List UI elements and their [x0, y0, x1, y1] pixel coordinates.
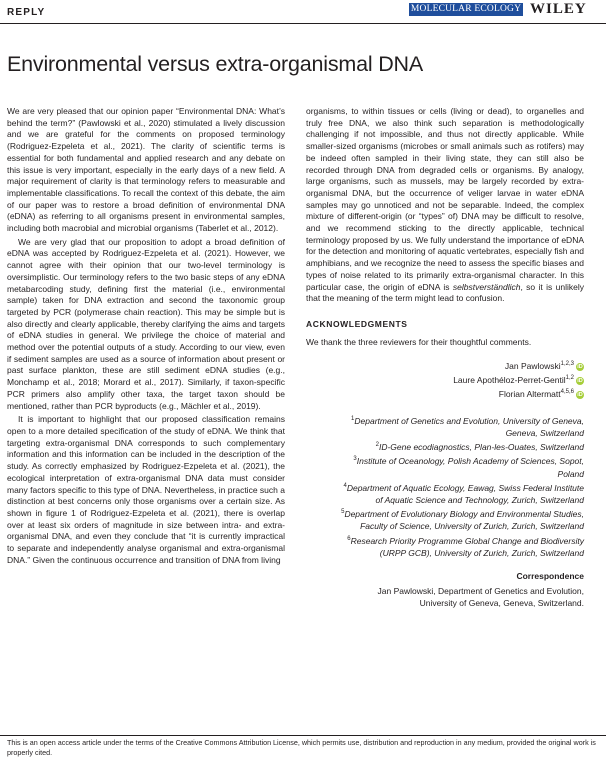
affiliation-sup: 6: [347, 535, 351, 542]
author-list: [306, 358, 584, 399]
author-3: [306, 386, 584, 400]
acknowledgments-heading: ACKNOWLEDGMENTS: [306, 318, 408, 329]
paragraph-2: We are very glad that our proposition to adopt a broad definition of eDNA was accepted by Rodriguez-Ezpeleta et al. (2021). However, we cannot agree with their opinion that our two-level terminology is oversimplistic. Our terminology refers to the two basic steps of any eDNA metabarcoding study, defining first the material (i.e., environmental sample) taken for DNA extraction and second the taxonomic group targeted by PCR (polymerase chain reaction). This may be simple but is also directly and clearly applicable, thereby clarifying the aims and targets of eDNA studies in general. We privilege the choice of material and method over the potential outputs of a study. According to our view, even if sediment samples are used as a source of information about present or past surface plankton, these are still sediment eDNA studies (e.g., Monchamp et al., 2018; Morard et al., 2017). Similarly, if taxon-specific PCR primers also amplify other taxa, the target taxon should be mentioned, rather than PCR byproducts (e.g., Mächler et al., 2019).: [7, 236, 285, 411]
affiliation-text: Department of Aquatic Ecology, Eawag, Swiss Federal Institute of Aquatic Science and Technology, Zurich, Switzerland: [346, 482, 584, 505]
affiliation-3: [336, 453, 584, 479]
affiliation-6: [336, 533, 584, 559]
affiliation-sup: 2: [375, 442, 379, 449]
affiliation-text: Institute of Oceanology, Polish Academy of Sciences, Sopot, Poland: [356, 456, 584, 479]
right-column: [306, 106, 584, 609]
author-affiliation-sup: 1,2: [565, 375, 574, 382]
paragraph-continued-text: organisms, to within tissues or cells (living or dead), to organelles and truly free DNA, we also think such separation is methodologically challenging if not impossible, and thus not directly applicable. While smaller-sized organisms (microbes or small animals such as rotifers) may be indeed often sampled in their living state, they can still also be recorded through DNA from degraded cells or organisms. By analogy, large organisms, such as mussels, may be largely recorded by extra-organismal DNA, but the occurrence of veliger larvae in water eDNA samples may go unnoticed and not be separable. Indeed, the complex mixture of different-origin (or “types” of) DNA may be difficult to resolve, and we recommend sticking to the directly applicable, technical terminology proposed by us. We fully understand the importance of eDNA for the detection and monitoring of aquatic vertebrates, especially fish and amphibians, and we recognize the need to assess the specific biases and types of noise related to its primarily extra-organismal character. In this particular case, the origin of eDNA is: [306, 106, 584, 292]
affiliation-list: [306, 413, 584, 559]
author-affiliation-sup: 4,5,6: [560, 389, 574, 396]
author-2: [306, 372, 584, 386]
orcid-icon[interactable]: iD: [577, 391, 583, 398]
affiliation-text: ID-Gene ecodiagnostics, Plan-les-Ouates, Switzerland: [378, 442, 584, 453]
affiliation-4: [336, 480, 584, 506]
footer-divider: [0, 735, 606, 736]
affiliation-sup: 5: [341, 509, 345, 516]
acknowledgments-text: We thank the three reviewers for their thoughtful comments.: [306, 336, 532, 347]
orcid-icon[interactable]: iD: [577, 363, 583, 370]
orcid-icon[interactable]: iD: [577, 377, 583, 384]
affiliation-sup: 1: [351, 415, 355, 422]
paragraph-1: We are very pleased that our opinion paper “Environmental DNA: What’s behind the term?” (Pawlowski et al., 2020) stimulated a lively discussion and we are grateful for the comments on proposed terminology (Rodriguez-Ezpeleta et al., 2021). The clarity of scientific terms is essential for both fundamental and applied research and any debate on this issue is very important, especially in the early days of a new field. A major requirement of clarity is that terminology refers to measurable and implementable classifications. To recall the context of this debate, the aim of our paper was to restore a broad definition of environmental DNA (eDNA) as referring to all organisms present in environmental samples, including both macrobial and microbial organisms (Taberlet et al., 2012).: [7, 106, 285, 234]
header-divider: [0, 23, 606, 24]
affiliation-text: Department of Genetics and Evolution, University of Geneva, Geneva, Switzerland: [354, 415, 584, 438]
author-name: Jan Pawlowski: [504, 361, 561, 372]
article-title: Environmental versus extra-organismal DNA: [7, 52, 423, 76]
journal-name-banner[interactable]: MOLECULAR ECOLOGY: [410, 4, 522, 14]
paragraph-continued: [306, 106, 584, 305]
affiliation-sup: 4: [343, 482, 347, 489]
paragraph-continued-end: , so it is unlikely that the meaning of the term might lead to confusion.: [306, 281, 584, 304]
correspondence-heading: Correspondence: [516, 571, 584, 582]
affiliation-sup: 3: [353, 456, 357, 463]
affiliation-text: Department of Evolutionary Biology and Environmental Studies, Faculty of Science, University of Zurich, Zurich, Switzerland: [344, 509, 584, 532]
author-1: [306, 358, 584, 372]
author-affiliation-sup: 1,2,3: [560, 361, 574, 368]
author-name: Laure Apothéloz-Perret-Gentil: [453, 375, 566, 386]
correspondence-text: Jan Pawlowski, Department of Genetics and Evolution, University of Geneva, Geneva, Switzerland.: [377, 585, 584, 609]
author-name: Florian Altermatt: [498, 388, 561, 399]
affiliation-5: [336, 506, 584, 532]
affiliation-1: [336, 413, 584, 439]
paragraph-3: It is important to highlight that our proposed classification remains open to a more detailed specification of the study of eDNA. We think that targeting extra-organismal DNA corresponds to such complementary information and this information can be included in the description of the study. As correctly emphasized by Rodriguez-Ezpeleta et al. (2021), the ecological interpretation of extra-organismal DNA data must consider many factors specific to this type of DNA. Nevertheless, in practice such a distinction at best concerns only those organisms over a certain size. As shown in figure 1 of Rodriguez-Ezpeleta et al. (2021), there is overlap over at least six orders of magnitude in size between intra- and extra-organismal DNA, and even they conclude that “it is currently impractical to separate and independently analyse organismal and extra-organismal DNA.” Given the continuous occurrence and transition of DNA from living: [7, 414, 285, 565]
left-column: [7, 106, 285, 566]
affiliation-2: [336, 439, 584, 453]
publisher-logo[interactable]: WILEY: [530, 1, 587, 17]
italic-term: selbstverständlich: [452, 281, 521, 292]
affiliation-text: Research Priority Programme Global Change and Biodiversity (URPP GCB), University of Zurich, Zurich, Switzerland: [350, 535, 584, 558]
page-header: [0, 0, 606, 28]
section-label: REPLY: [7, 7, 46, 18]
license-notice: This is an open access article under the terms of the Creative Commons Attribution License, which permits use, distribution and reproduction in any medium, provided the original work is properly cited.: [7, 738, 596, 757]
